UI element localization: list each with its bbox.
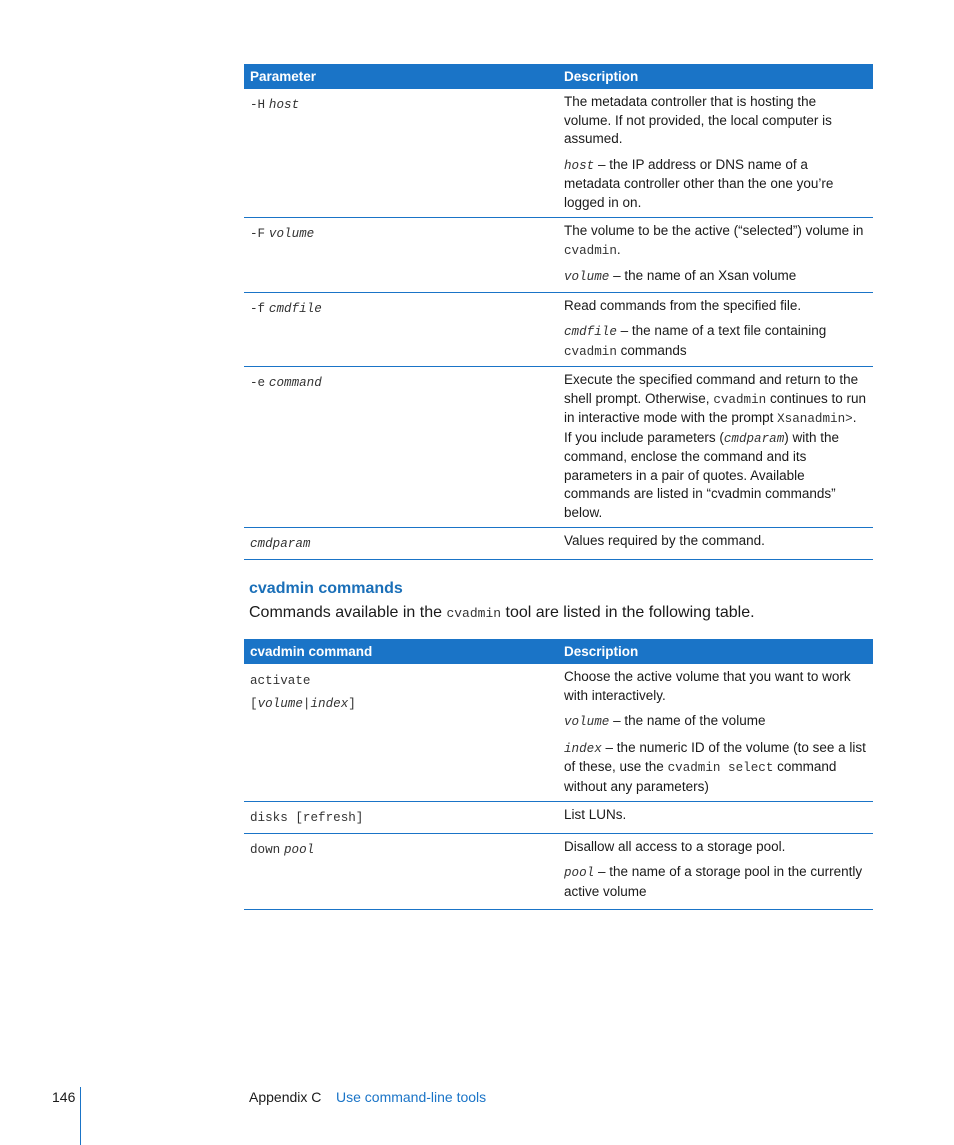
term-description: – the numeric ID of the volume (to see a list of these, use the bbox=[564, 739, 866, 774]
description-cell bbox=[558, 292, 873, 367]
description-part: ) with the command, enclose the command and its parameters in a pair of quotes. Available commands are listed in “cvadmin commands” below. bbox=[564, 429, 840, 520]
command-cell bbox=[244, 664, 558, 802]
section-intro bbox=[249, 604, 755, 622]
term-definition bbox=[564, 863, 867, 901]
term-description: – the name of a text file containing bbox=[616, 323, 827, 338]
term-definition bbox=[564, 322, 867, 361]
description-text: Values required by the command. bbox=[564, 533, 765, 548]
command-name: activate bbox=[250, 674, 311, 688]
column-header-description: Description bbox=[558, 64, 873, 89]
parameter-flag: -F bbox=[250, 227, 266, 241]
footer-chapter-label: Appendix C bbox=[249, 1089, 322, 1105]
inline-code: cvadmin bbox=[446, 606, 502, 621]
table-row bbox=[244, 833, 873, 910]
term: host bbox=[564, 158, 595, 173]
description-text: List LUNs. bbox=[564, 807, 627, 822]
page-number: 146 bbox=[52, 1089, 76, 1105]
description-part: Execute the specified command and return to the shell prompt. Otherwise, bbox=[564, 372, 859, 406]
parameter-flag: -H bbox=[250, 98, 266, 112]
parameter-cell bbox=[244, 528, 558, 560]
inline-code: cmdparam bbox=[723, 431, 785, 446]
description-part: . bbox=[616, 241, 621, 257]
footer-divider bbox=[80, 1087, 81, 1145]
description-cell bbox=[558, 664, 873, 802]
table-row bbox=[244, 802, 873, 834]
parameter-cell bbox=[244, 218, 558, 293]
term-description: – the name of a storage pool in the currently active volume bbox=[564, 864, 863, 899]
term-description: – the IP address or DNS name of a metadata controller other than the one you’re logged in on. bbox=[564, 156, 834, 210]
table-row bbox=[244, 664, 873, 802]
table-row bbox=[244, 292, 873, 367]
term: volume bbox=[564, 270, 610, 284]
parameter-table bbox=[244, 64, 873, 560]
table-header-row bbox=[244, 639, 873, 664]
description-cell bbox=[558, 833, 873, 910]
term-description: – the name of an Xsan volume bbox=[609, 268, 797, 283]
term: index bbox=[564, 741, 602, 756]
description-cell bbox=[558, 89, 873, 218]
separator: | bbox=[302, 697, 311, 711]
description-text: Choose the active volume that you want to work with interactively. bbox=[564, 669, 851, 703]
parameter-cell bbox=[244, 292, 558, 367]
parameter-cell bbox=[244, 89, 558, 218]
description-cell bbox=[558, 528, 873, 560]
parameter-argument: host bbox=[268, 98, 300, 112]
term-definition bbox=[564, 267, 867, 287]
parameter-flag: -f bbox=[250, 301, 266, 316]
parameter-argument: cmdfile bbox=[268, 301, 322, 316]
term: volume bbox=[564, 715, 610, 729]
bracket: [ bbox=[250, 697, 258, 711]
description-cell bbox=[558, 218, 873, 293]
term-description: command without any parameters) bbox=[564, 759, 837, 794]
commands-table bbox=[244, 639, 873, 910]
command-cell bbox=[244, 833, 558, 910]
table-row bbox=[244, 218, 873, 293]
argument: pool bbox=[284, 842, 315, 857]
table-row bbox=[244, 528, 873, 560]
parameter-argument: cmdparam bbox=[250, 537, 311, 551]
parameter-argument: command bbox=[268, 376, 322, 390]
argument: index bbox=[310, 697, 349, 711]
parameter-argument: volume bbox=[268, 227, 315, 241]
description-text: Read commands from the specified file. bbox=[564, 297, 802, 313]
command-name: disks [refresh] bbox=[250, 811, 364, 825]
parameter-flag: -e bbox=[250, 376, 266, 390]
table-row bbox=[244, 89, 873, 218]
parameter-cell bbox=[244, 367, 558, 528]
footer-chapter-link[interactable]: Use command-line tools bbox=[336, 1089, 487, 1105]
column-header-command: cvadmin command bbox=[244, 639, 558, 664]
column-header-description: Description bbox=[558, 639, 873, 664]
description-cell bbox=[558, 367, 873, 528]
description-text bbox=[564, 222, 867, 260]
term-description: – the name of the volume bbox=[609, 713, 766, 728]
description-text: The metadata controller that is hosting the volume. If not provided, the local computer is assumed. bbox=[564, 94, 832, 146]
intro-text: Commands available in the bbox=[249, 604, 447, 621]
description-part: The volume to be the active (“selected”) volume in bbox=[564, 223, 864, 238]
bracket: ] bbox=[348, 697, 356, 711]
inline-code: cvadmin bbox=[564, 344, 617, 359]
command-arguments bbox=[250, 693, 552, 716]
section-heading: cvadmin commands bbox=[249, 580, 403, 597]
term-definition bbox=[564, 156, 867, 213]
description-text bbox=[564, 371, 867, 522]
description-part: . If you include parameters ( bbox=[564, 410, 857, 445]
description-part: continues to run in interactive mode with the prompt bbox=[564, 390, 867, 425]
command-name: down bbox=[250, 842, 281, 857]
description-cell bbox=[558, 802, 873, 834]
term-definition bbox=[564, 712, 867, 732]
inline-code: cvadmin bbox=[564, 243, 617, 258]
column-header-parameter: Parameter bbox=[244, 64, 558, 89]
term: cmdfile bbox=[564, 325, 617, 339]
term: pool bbox=[564, 866, 595, 880]
intro-text: tool are listed in the following table. bbox=[501, 604, 755, 621]
inline-code: Xsanadmin> bbox=[777, 412, 853, 426]
table-row bbox=[244, 367, 873, 528]
table-header-row bbox=[244, 64, 873, 89]
description-text: Disallow all access to a storage pool. bbox=[564, 838, 786, 854]
command-cell bbox=[244, 802, 558, 834]
term-definition bbox=[564, 739, 867, 797]
term-description-tail: commands bbox=[616, 342, 687, 358]
inline-code: cvadmin select bbox=[667, 761, 774, 775]
inline-code: cvadmin bbox=[713, 392, 767, 407]
argument: volume bbox=[257, 697, 303, 711]
